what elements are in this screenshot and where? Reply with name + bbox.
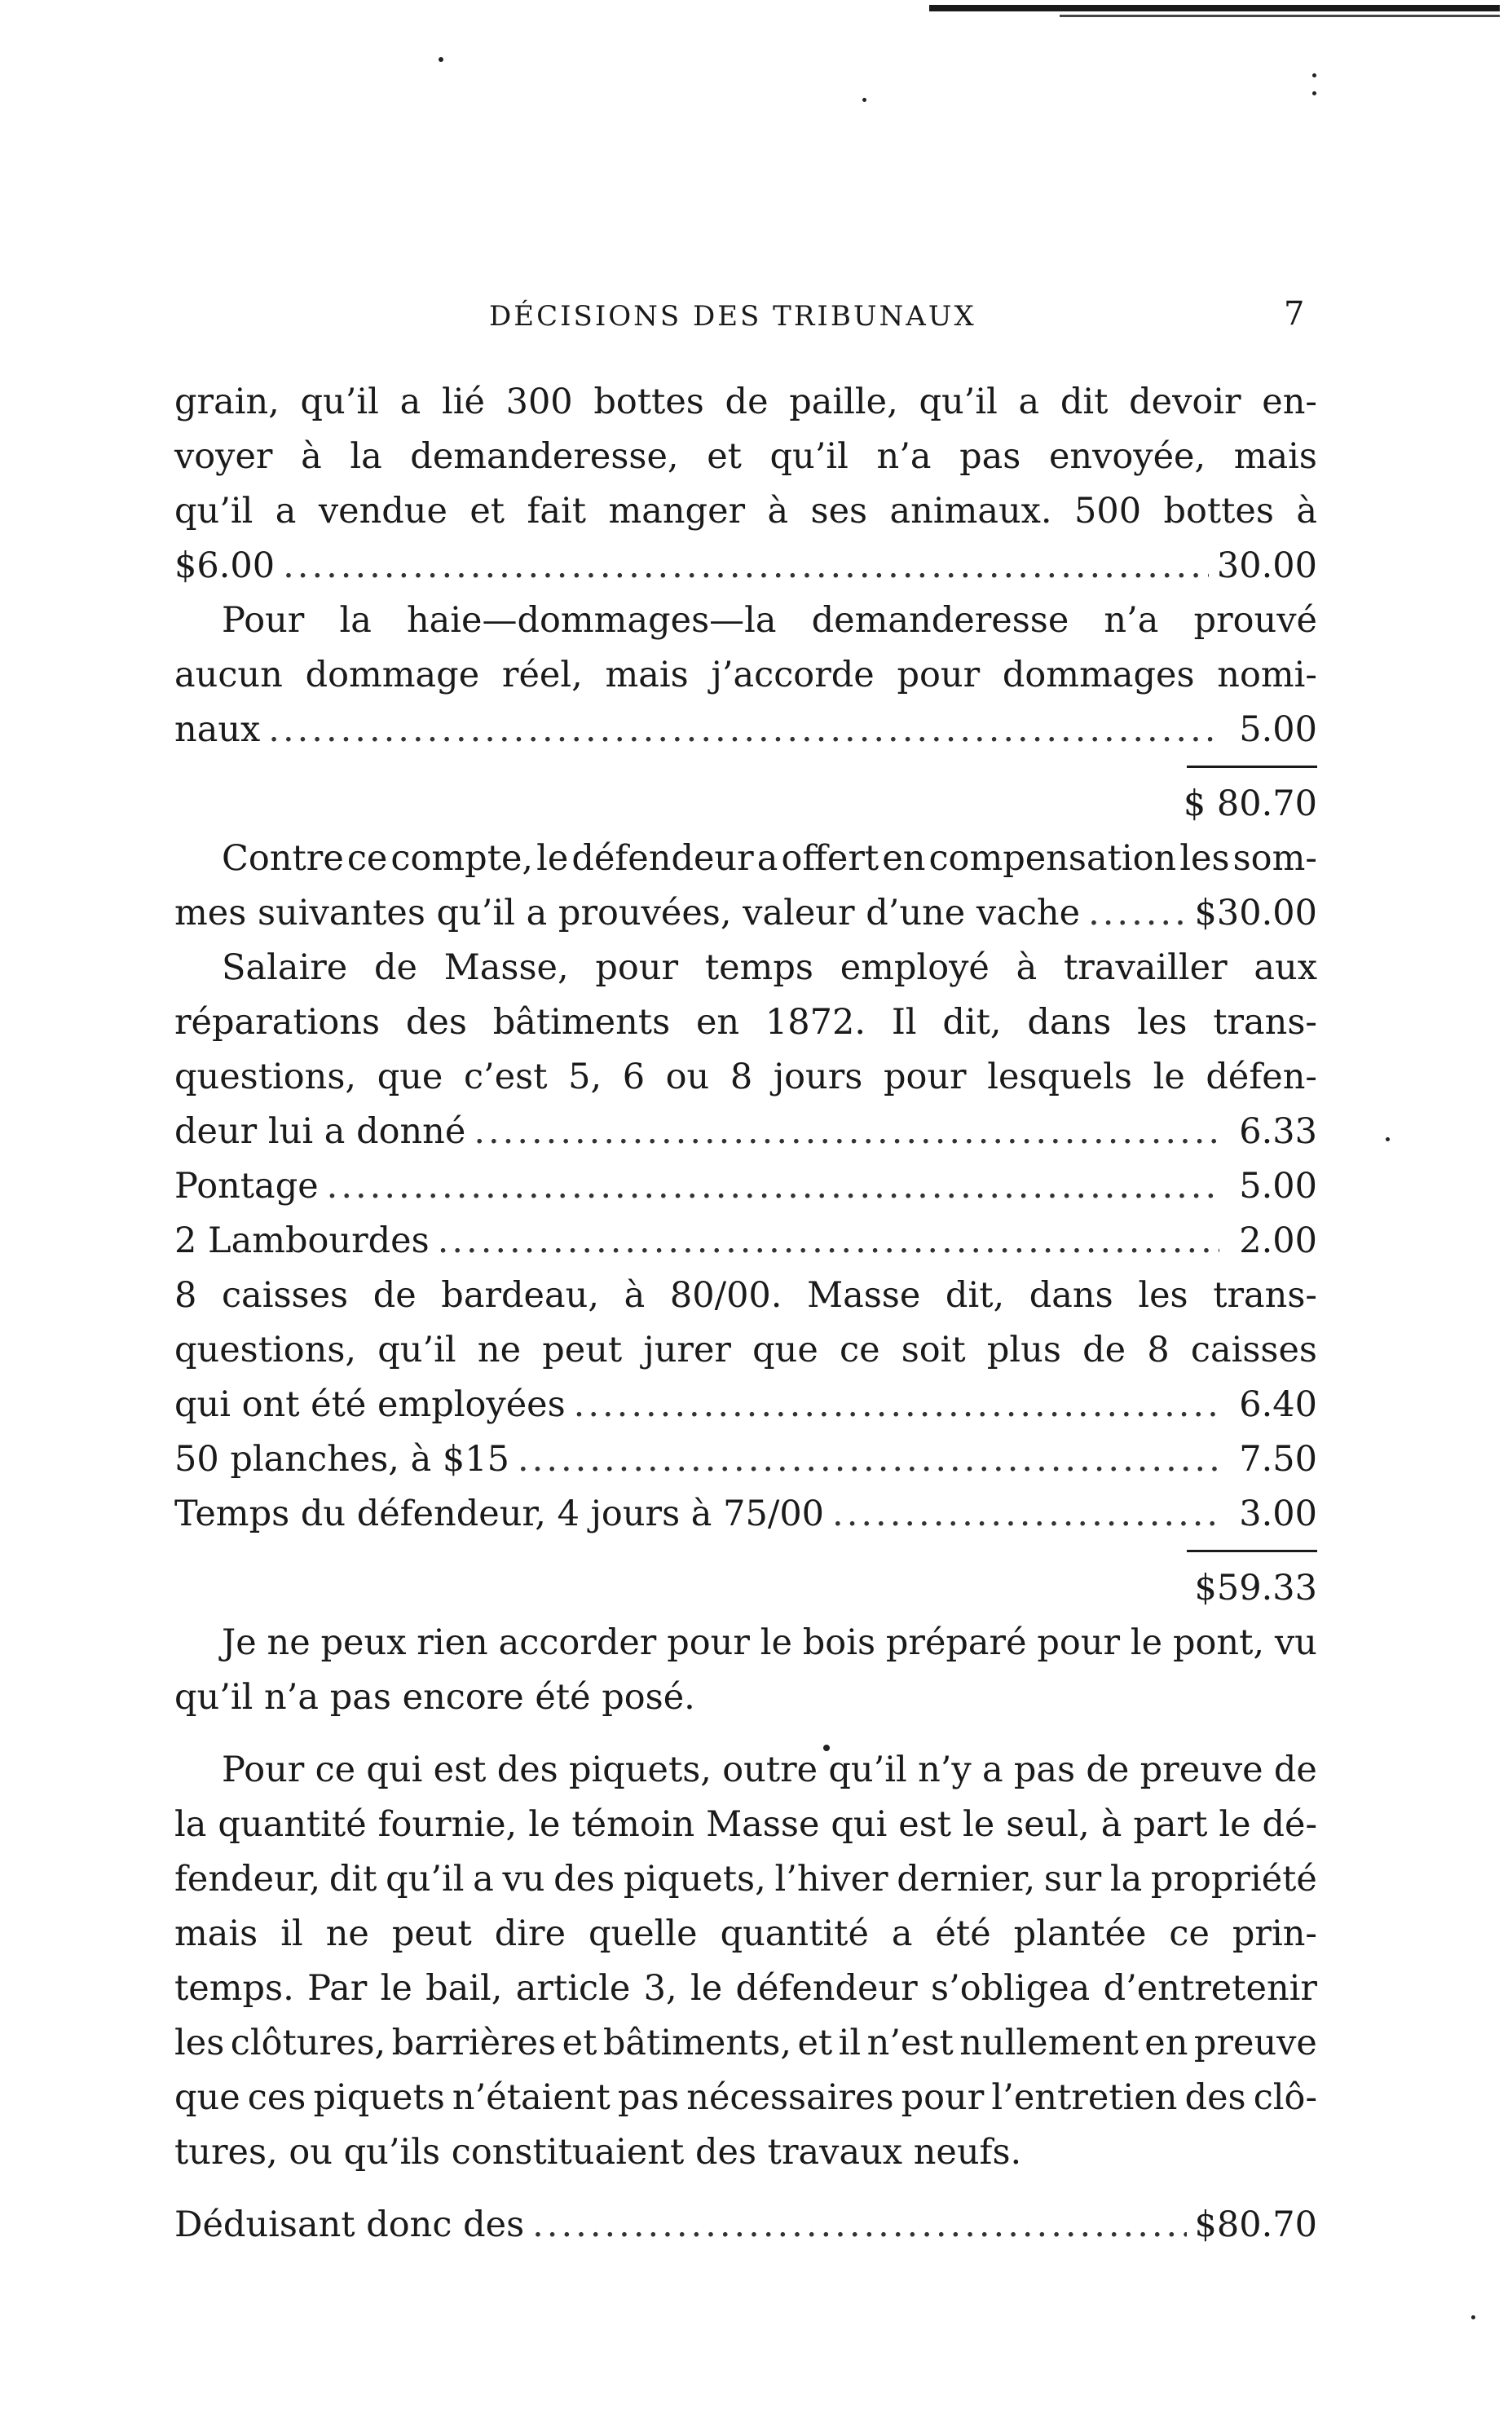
scan-edge-bar: [929, 5, 1500, 11]
text-line: grain, qu’il a lié 300 bottes de paille, qu’il a dit devoir en-: [174, 382, 1317, 422]
ledger-label: 50 planches, à $15: [174, 1439, 509, 1480]
text-line: que ces piquets n’étaient pas nécessaires pour l’entretien des clô-: [174, 2077, 1317, 2118]
subtotal-amount: $59.33: [1194, 1568, 1317, 1608]
ledger-label: naux: [174, 709, 261, 750]
text-line: mais il ne peut dire quelle quantité a été plantée ce prin-: [174, 1913, 1317, 1954]
page-number: 7: [1284, 295, 1305, 333]
text-line: la quantité fournie, le témoin Masse qui est le seul, à part le dé-: [174, 1804, 1317, 1845]
text-line: temps. Par le bail, article 3, le défendeur s’obligea d’entretenir: [174, 1968, 1317, 2009]
ledger-item: [174, 539, 1317, 594]
scan-speck: [1312, 73, 1316, 77]
scan-speck: [1471, 2315, 1475, 2319]
ledger-label: qui ont été employées: [174, 1384, 566, 1425]
leader-dots: [283, 539, 1209, 594]
ledger-item: [174, 1487, 1317, 1542]
ledger-item: [174, 1105, 1317, 1159]
ledger-amount: 5.00: [1239, 1166, 1317, 1207]
subtotal: [174, 777, 1317, 832]
ledger-label: $6.00: [174, 545, 276, 586]
text-line: questions, qu’il ne peut jurer que ce soit plus de 8 caisses: [174, 1330, 1317, 1370]
ledger-label: 2 Lambourdes: [174, 1220, 430, 1261]
ledger-amount: 30.00: [1216, 545, 1317, 586]
ledger-item: [174, 1214, 1317, 1269]
ledger-amount: $30.00: [1194, 893, 1317, 933]
text-line: Contre ce compte, le défendeur a offert en compensation les som-: [222, 838, 1317, 879]
paragraph-gap: [174, 2180, 1317, 2198]
text-line: les clôtures, barrières et bâtiments, et il n’est nullement en preuve: [174, 2023, 1317, 2063]
text-line: fendeur, dit qu’il a vu des piquets, l’hiver dernier, sur la propriété: [174, 1859, 1317, 1900]
leader-dots: [832, 1487, 1219, 1542]
leader-dots: [532, 2198, 1186, 2253]
ledger-label: Déduisant donc des: [174, 2204, 525, 2245]
leader-dots: [518, 1432, 1219, 1487]
subtotal-amount: $ 80.70: [1183, 783, 1317, 824]
text-line: Salaire de Masse, pour temps employé à travailler aux: [222, 947, 1317, 988]
ledger-label: Pontage: [174, 1166, 319, 1207]
ledger-item: [174, 1432, 1317, 1487]
ledger-amount: 6.33: [1239, 1111, 1317, 1152]
text-line: qu’il n’a pas encore été posé.: [174, 1677, 695, 1718]
ledger-amount: 7.50: [1239, 1439, 1317, 1480]
leader-dots: [474, 1105, 1219, 1159]
ledger-amount: 5.00: [1239, 709, 1317, 750]
ledger-label: deur lui a donné: [174, 1111, 466, 1152]
leader-dots: [268, 703, 1219, 757]
sum-rule: [174, 757, 1317, 777]
subtotal: [174, 1561, 1317, 1616]
ledger-label: mes suivantes qu’il a prouvées, valeur d’une vache: [174, 893, 1081, 933]
ledger-amount: 2.00: [1239, 1220, 1317, 1261]
ledger-amount: $80.70: [1194, 2204, 1317, 2245]
ledger-item: [174, 886, 1317, 941]
text-line: tures, ou qu’ils constituaient des travaux neufs.: [174, 2132, 1022, 2173]
text-line: aucun dommage réel, mais j’accorde pour dommages nomi-: [174, 655, 1317, 695]
text-line: questions, que c’est 5, 6 ou 8 jours pour lesquels le défen-: [174, 1057, 1317, 1097]
scan-speck: [862, 98, 866, 102]
ledger-item: [174, 703, 1317, 757]
ledger-item: [174, 1378, 1317, 1432]
text-line: qu’il a vendue et fait manger à ses animaux. 500 bottes à: [174, 491, 1317, 532]
leader-dots: [574, 1378, 1219, 1432]
scan-speck: [439, 57, 443, 62]
text-line: voyer à la demanderesse, et qu’il n’a pas envoyée, mais: [174, 436, 1317, 477]
scan-speck: [1312, 91, 1316, 95]
sum-rule: [174, 1542, 1317, 1561]
leader-dots: [327, 1159, 1219, 1214]
text-line: réparations des bâtiments en 1872. Il dit, dans les trans-: [174, 1002, 1317, 1043]
text-line: 8 caisses de bardeau, à 80/00. Masse dit, dans les trans-: [174, 1275, 1317, 1316]
paragraph-gap: [174, 1725, 1317, 1743]
text-line: Je ne peux rien accorder pour le bois préparé pour le pont, vu: [222, 1622, 1317, 1663]
ledger-item: [174, 1159, 1317, 1214]
running-title: DÉCISIONS DES TRIBUNAUX: [489, 300, 976, 333]
leader-dots: [438, 1214, 1219, 1269]
ledger-item: [174, 2198, 1317, 2253]
ledger-label: Temps du défendeur, 4 jours à 75/00: [174, 1494, 825, 1534]
ledger-amount: 3.00: [1239, 1494, 1317, 1534]
text-line: Pour la haie—dommages—la demanderesse n’a prouvé: [222, 600, 1317, 641]
page-body: [174, 375, 1317, 2253]
leader-dots: [1088, 886, 1186, 941]
ledger-amount: 6.40: [1239, 1384, 1317, 1425]
scan-speck: [1386, 1137, 1390, 1141]
scan-edge-bar-thin: [1060, 15, 1500, 17]
text-line: Pour ce qui est des piquets, outre qu’il n’y a pas de preuve de: [222, 1750, 1317, 1790]
